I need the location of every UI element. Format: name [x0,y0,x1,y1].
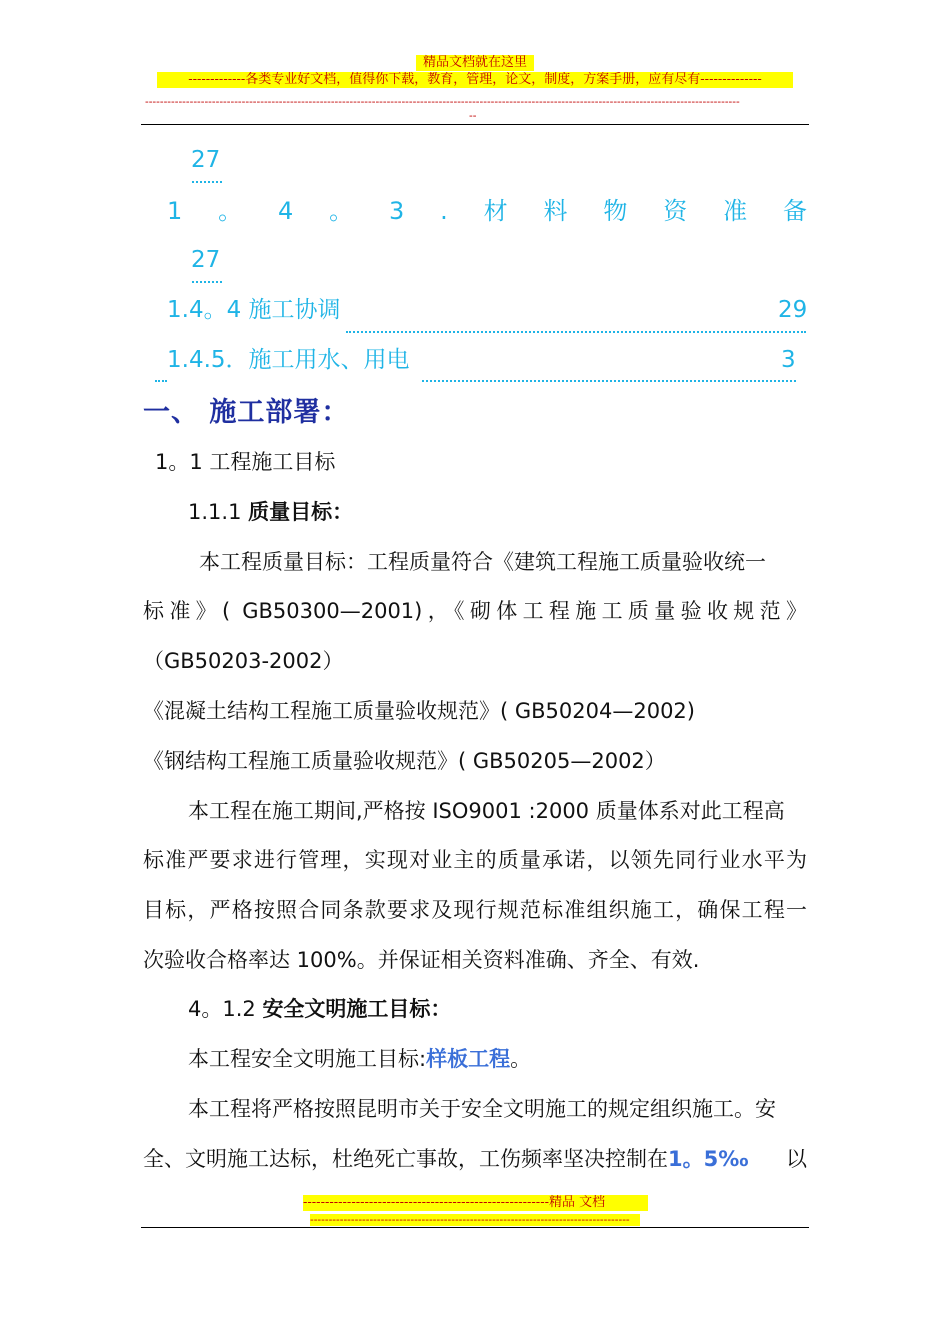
text: 本工程安全文明施工目标: [188,1047,427,1071]
toc-dots [346,331,806,333]
toc-char: . [440,197,448,225]
section-title: 质量目标： [248,500,354,524]
highlight-text: 1。5‰ [668,1147,749,1171]
paragraph-line: 本工程在施工期间,严格按 ISO9001 :2000 质量体系对此工程高 [188,799,785,823]
toc-char: 材 [483,197,508,225]
toc-char: 3 [389,197,405,225]
toc-char: 1 [167,197,183,225]
heading-construction-deployment: 一、 施工部署： [143,397,350,428]
toc-dots [192,281,222,283]
section-number: 1.1.1 [188,500,249,524]
toc-page-27b: 27 [191,247,221,273]
toc-char: 料 [543,197,568,225]
section-1-1: 1。1 工程施工目标 [155,450,336,474]
text: 全、文明施工达标，杜绝死亡事故，工伤频率坚决控制在 [143,1147,668,1171]
toc-dots [192,181,222,183]
header-subtitle: -------------各类专业好文档，值得你下载，教育，管理，论文，制度，方案手册，应有尽有-------------- [157,72,793,88]
toc-page-27a: 27 [191,147,221,173]
toc-page-29: 29 [778,297,808,323]
paragraph-line: 目标，严格按照合同条款要求及现行规范标准组织施工，确保工程一 [143,898,807,922]
section-1-1-1 [188,499,353,525]
section-4-1-2 [188,996,451,1022]
toc-page-3: 3 [781,347,796,373]
paragraph-line: 次验收合格率达 100%。并保证相关资料准确、齐全、有效. [143,948,700,972]
paragraph-line: 《钢结构工程施工质量验收规范》( GB50205—2002） [143,749,666,773]
paragraph-line: 标准严要求进行管理，实现对业主的质量承诺，以领先同行业水平为 [143,848,807,872]
toc-dots [422,380,796,382]
section-title: 安全文明施工目标： [262,997,452,1021]
toc-dots [155,380,167,382]
paragraph-line [143,1146,807,1172]
toc-char: 。 [218,197,243,225]
section-number: 4。1.2 [188,997,263,1021]
paragraph-line [188,1046,531,1072]
paragraph-line: 本工程质量目标：工程质量符合《建筑工程施工质量验收统一 [199,550,766,574]
paragraph-line: 《混凝土结构工程施工质量验收规范》( GB50204—2002) [143,699,695,723]
text: 。 [510,1047,532,1071]
text: 以 [786,1147,807,1171]
footer-text: --------------------------------------------------------精品 文档 [303,1195,648,1211]
highlight-text: 样板工程 [426,1047,511,1071]
toc-item-1-4-3[interactable] [167,196,807,226]
toc-item-1-4-4[interactable]: 1.4。4 施工协调 [167,297,341,323]
toc-item-1-4-5[interactable]: 1.4.5．施工用水、用电 [167,347,410,373]
paragraph-line: 本工程将严格按照昆明市关于安全文明施工的规定组织施工。安 [188,1097,776,1121]
toc-char: 。 [329,197,354,225]
paragraph-line: （GB50203-2002） [143,649,344,673]
toc-char: 备 [782,197,807,225]
toc-char: 4 [278,197,294,225]
footer-rule: -------------------------------------------------------------------------------------- [310,1214,640,1226]
toc-char: 准 [723,197,748,225]
header-rule-tail: -- [469,110,477,122]
header-title: 精品文档就在这里 [416,55,534,71]
paragraph-line: 标准》( GB50300—2001)，《砌体工程施工质量验收规范》 [143,599,807,623]
footer-line [141,1227,809,1228]
header-rule: ---------------------------------------------------------------------------------------------------------------------------------------------------------------- [145,96,740,108]
toc-char: 物 [603,197,628,225]
header-line [141,124,809,125]
toc-char: 资 [663,197,688,225]
